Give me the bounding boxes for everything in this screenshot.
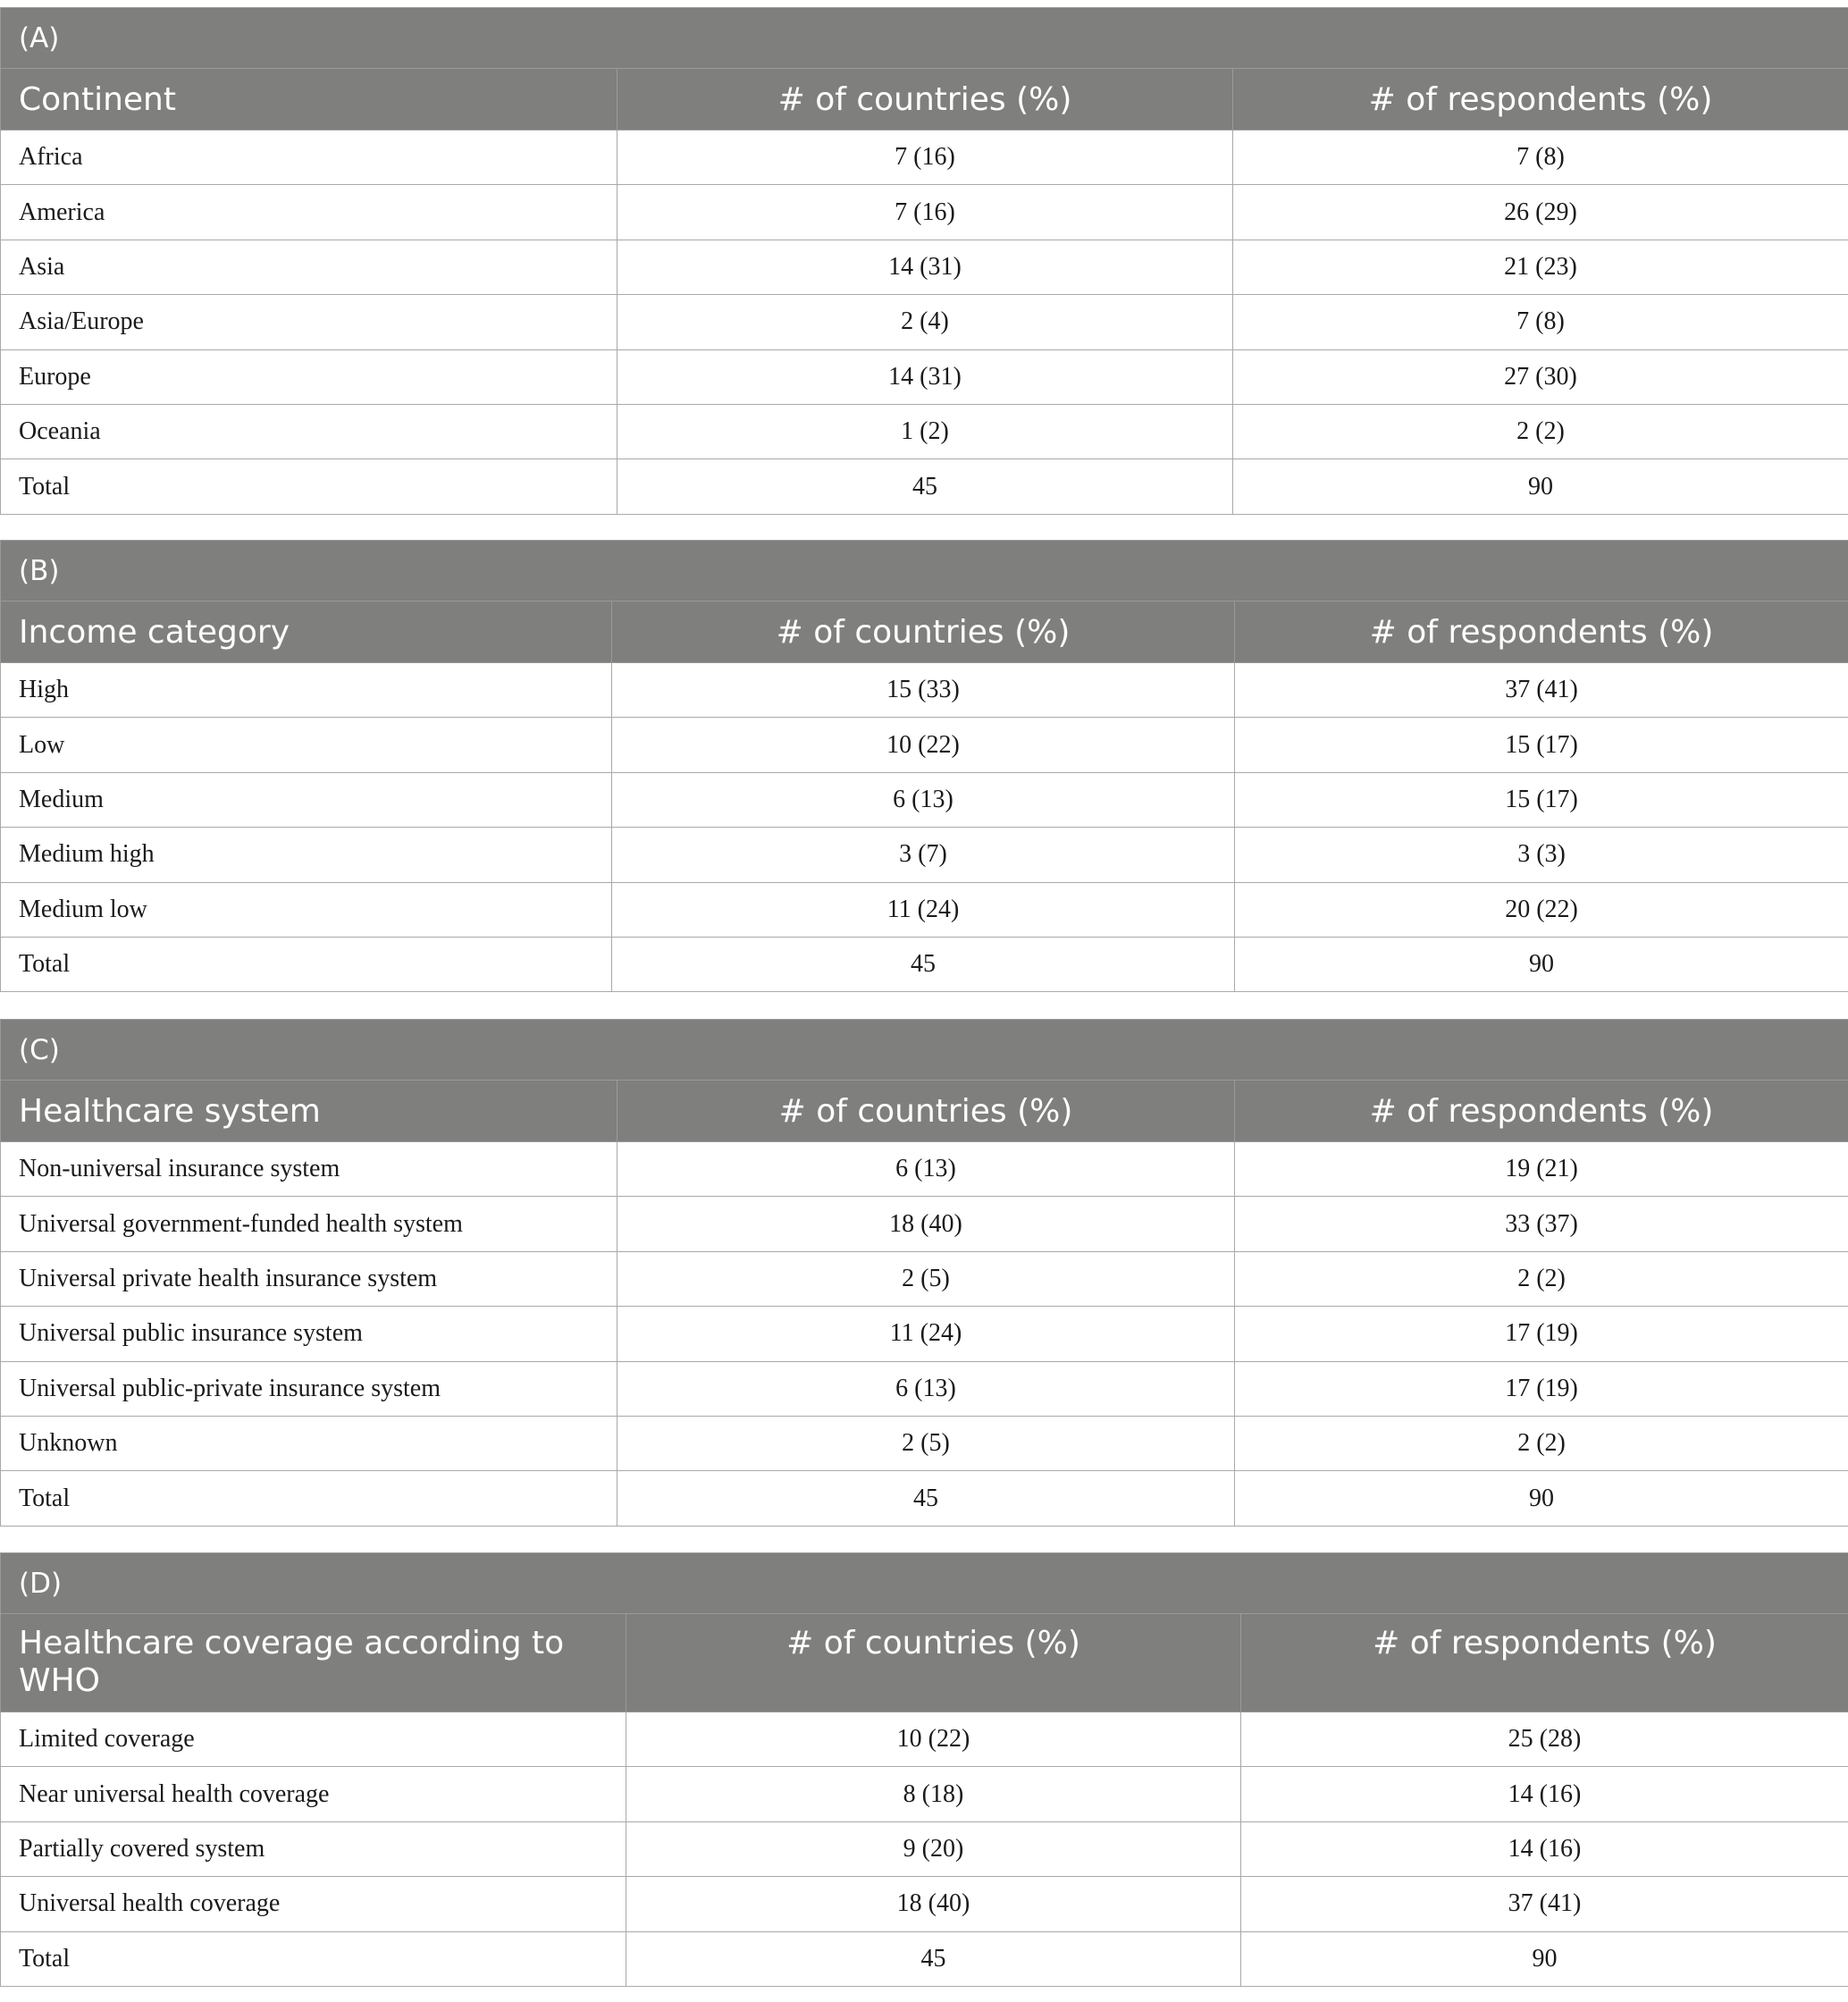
countries-cell: 2 (5) [617,1416,1235,1470]
respondents-cell: 26 (29) [1233,185,1848,240]
column-header-category: Income category [1,601,612,663]
table-label: (D) [1,1553,1848,1614]
table-row [1,663,1848,718]
respondents-cell: 25 (28) [1241,1712,1848,1767]
column-header-category: Healthcare coverage according to WHO [1,1614,626,1712]
respondents-cell: 2 (2) [1233,404,1848,458]
respondents-cell: 90 [1233,459,1848,514]
countries-cell: 14 (31) [617,240,1233,294]
table-row-total [1,1931,1848,1986]
row-label: Low [1,718,612,772]
table-row [1,828,1848,882]
respondents-cell: 90 [1235,1471,1848,1526]
row-label: Limited coverage [1,1712,626,1767]
countries-cell: 14 (31) [617,349,1233,404]
table-row [1,1197,1848,1251]
row-label: Medium high [1,828,612,882]
countries-cell: 1 (2) [617,404,1233,458]
countries-cell: 6 (13) [612,772,1235,827]
countries-cell: 6 (13) [617,1142,1235,1197]
column-header-countries: # of countries (%) [626,1614,1241,1712]
table-who-coverage [0,1552,1848,1987]
column-header-respondents: # of respondents (%) [1241,1614,1848,1712]
respondents-cell: 2 (2) [1235,1416,1848,1470]
row-label: Medium low [1,882,612,937]
countries-cell: 45 [612,937,1235,991]
respondents-cell: 17 (19) [1235,1307,1848,1361]
row-label: Medium [1,772,612,827]
row-label: Universal public insurance system [1,1307,617,1361]
row-label: Universal public-private insurance system [1,1361,617,1416]
table-healthcare-system [0,1019,1848,1527]
countries-cell: 45 [617,1471,1235,1526]
respondents-cell: 20 (22) [1235,882,1848,937]
respondents-cell: 14 (16) [1241,1821,1848,1876]
countries-cell: 45 [617,459,1233,514]
table-row [1,1877,1848,1931]
row-label: Total [1,1931,626,1986]
column-header-countries: # of countries (%) [612,601,1235,663]
row-label: Universal government-funded health system [1,1197,617,1251]
table-row [1,1767,1848,1821]
row-label: Africa [1,130,617,185]
table-row [1,130,1848,185]
row-label: Asia [1,240,617,294]
table-row-total [1,937,1848,991]
row-label: Universal private health insurance system [1,1251,617,1306]
row-label: Asia/Europe [1,295,617,349]
table-label: (A) [1,8,1848,69]
column-header-respondents: # of respondents (%) [1233,69,1848,130]
respondents-cell: 7 (8) [1233,130,1848,185]
countries-cell: 11 (24) [612,882,1235,937]
table-row [1,1251,1848,1306]
row-label: Total [1,459,617,514]
countries-cell: 10 (22) [626,1712,1241,1767]
respondents-cell: 2 (2) [1235,1251,1848,1306]
column-header-category: Continent [1,69,617,130]
table-label: (B) [1,541,1848,601]
countries-cell: 18 (40) [626,1877,1241,1931]
table-row [1,240,1848,294]
row-label: Oceania [1,404,617,458]
table-row [1,1361,1848,1416]
table-row [1,718,1848,772]
respondents-cell: 17 (19) [1235,1361,1848,1416]
table-row [1,772,1848,827]
table-row [1,185,1848,240]
respondents-cell: 15 (17) [1235,718,1848,772]
table-row [1,882,1848,937]
respondents-cell: 21 (23) [1233,240,1848,294]
respondents-cell: 27 (30) [1233,349,1848,404]
countries-cell: 15 (33) [612,663,1235,718]
respondents-cell: 33 (37) [1235,1197,1848,1251]
countries-cell: 11 (24) [617,1307,1235,1361]
table-income [0,540,1848,992]
table-row [1,1712,1848,1767]
row-label: Unknown [1,1416,617,1470]
row-label: Total [1,1471,617,1526]
table-row [1,404,1848,458]
countries-cell: 7 (16) [617,185,1233,240]
countries-cell: 2 (4) [617,295,1233,349]
table-row [1,349,1848,404]
column-header-countries: # of countries (%) [617,69,1233,130]
countries-cell: 10 (22) [612,718,1235,772]
countries-cell: 6 (13) [617,1361,1235,1416]
table-continent [0,7,1848,515]
respondents-cell: 7 (8) [1233,295,1848,349]
respondents-cell: 3 (3) [1235,828,1848,882]
column-header-category: Healthcare system [1,1081,617,1142]
table-row [1,1821,1848,1876]
row-label: Near universal health coverage [1,1767,626,1821]
countries-cell: 45 [626,1931,1241,1986]
row-label: Universal health coverage [1,1877,626,1931]
countries-cell: 3 (7) [612,828,1235,882]
row-label: America [1,185,617,240]
column-header-respondents: # of respondents (%) [1235,1081,1848,1142]
table-label: (C) [1,1020,1848,1081]
respondents-cell: 19 (21) [1235,1142,1848,1197]
countries-cell: 8 (18) [626,1767,1241,1821]
column-header-countries: # of countries (%) [617,1081,1235,1142]
countries-cell: 18 (40) [617,1197,1235,1251]
respondents-cell: 90 [1235,937,1848,991]
table-row [1,1142,1848,1197]
countries-cell: 7 (16) [617,130,1233,185]
row-label: Europe [1,349,617,404]
table-row [1,1307,1848,1361]
respondents-cell: 14 (16) [1241,1767,1848,1821]
table-row-total [1,1471,1848,1526]
table-row-total [1,459,1848,514]
respondents-cell: 37 (41) [1241,1877,1848,1931]
row-label: Total [1,937,612,991]
countries-cell: 9 (20) [626,1821,1241,1876]
row-label: Non-universal insurance system [1,1142,617,1197]
respondents-cell: 90 [1241,1931,1848,1986]
countries-cell: 2 (5) [617,1251,1235,1306]
row-label: Partially covered system [1,1821,626,1876]
column-header-respondents: # of respondents (%) [1235,601,1848,663]
row-label: High [1,663,612,718]
table-row [1,1416,1848,1470]
respondents-cell: 15 (17) [1235,772,1848,827]
respondents-cell: 37 (41) [1235,663,1848,718]
table-row [1,295,1848,349]
